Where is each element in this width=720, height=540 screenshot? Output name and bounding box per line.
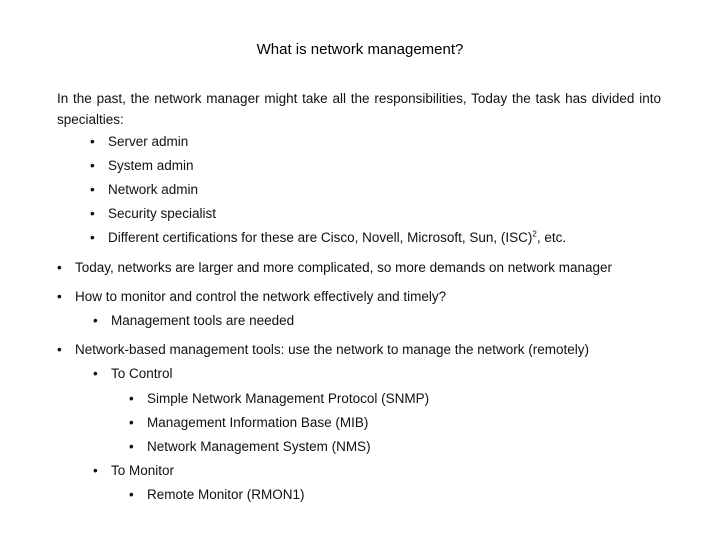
bullet-icon: •	[90, 182, 95, 197]
list-item-text: Today, networks are larger and more complicated, so more demands on network manager	[75, 260, 613, 275]
list-item-tools-needed	[93, 312, 294, 330]
list-item-text: To Monitor	[111, 463, 175, 478]
certifications-text-end: , etc.	[536, 230, 567, 245]
bullet-icon: •	[129, 415, 134, 430]
list-item-text: Management Information Base (MIB)	[147, 415, 369, 430]
bullet-icon: •	[90, 158, 95, 173]
list-item-text: How to monitor and control the network effectively and timely?	[75, 289, 447, 304]
list-item-network-based	[57, 341, 589, 359]
list-item-text: Management tools are needed	[111, 313, 295, 328]
intro-paragraph: In the past, the network manager might take all the responsibilities, Today the task has divided into specialties:	[57, 91, 661, 127]
list-item-text: Network admin	[108, 182, 199, 197]
list-item-to-monitor	[93, 462, 174, 480]
list-item-system-admin	[90, 157, 194, 175]
list-item-text: System admin	[108, 158, 194, 173]
bullet-icon: •	[129, 487, 134, 502]
bullet-icon: •	[129, 391, 134, 406]
list-item-text: Network Management System (NMS)	[147, 439, 371, 454]
list-item-text: Simple Network Management Protocol (SNMP)	[147, 391, 430, 406]
list-item-text: To Control	[111, 366, 173, 381]
bullet-icon: •	[93, 463, 98, 478]
list-item-security-specialist	[90, 205, 216, 223]
bullet-icon: •	[57, 342, 62, 357]
bullet-icon: •	[90, 206, 95, 221]
list-item-network-admin	[90, 181, 198, 199]
list-item-certifications	[90, 229, 566, 247]
list-item-how-to-monitor	[57, 288, 446, 306]
list-item-snmp	[129, 390, 429, 408]
bullet-icon: •	[57, 260, 62, 275]
list-item-text: Server admin	[108, 134, 189, 149]
bullet-icon: •	[90, 134, 95, 149]
bullet-icon: •	[57, 289, 62, 304]
certifications-text: Different certifications for these are Cisco, Novell, Microsoft, Sun, (ISC)	[108, 230, 533, 245]
list-item-server-admin	[90, 133, 188, 151]
bullet-icon: •	[93, 313, 98, 328]
slide-title: What is network management?	[256, 41, 464, 58]
list-item-text: Network-based management tools: use the network to manage the network (remotely)	[75, 342, 590, 357]
list-item-mib	[129, 414, 368, 432]
bullet-icon: •	[93, 366, 98, 381]
bullet-icon: •	[129, 439, 134, 454]
list-item-nms	[129, 438, 371, 456]
list-item-text: Security specialist	[108, 206, 217, 221]
list-item-to-control	[93, 365, 173, 383]
certifications-superscript: 2	[532, 229, 537, 239]
list-item-text: Remote Monitor (RMON1)	[147, 487, 305, 502]
list-item-today	[57, 259, 612, 277]
bullet-icon: •	[90, 230, 95, 245]
list-item-rmon	[129, 486, 305, 504]
